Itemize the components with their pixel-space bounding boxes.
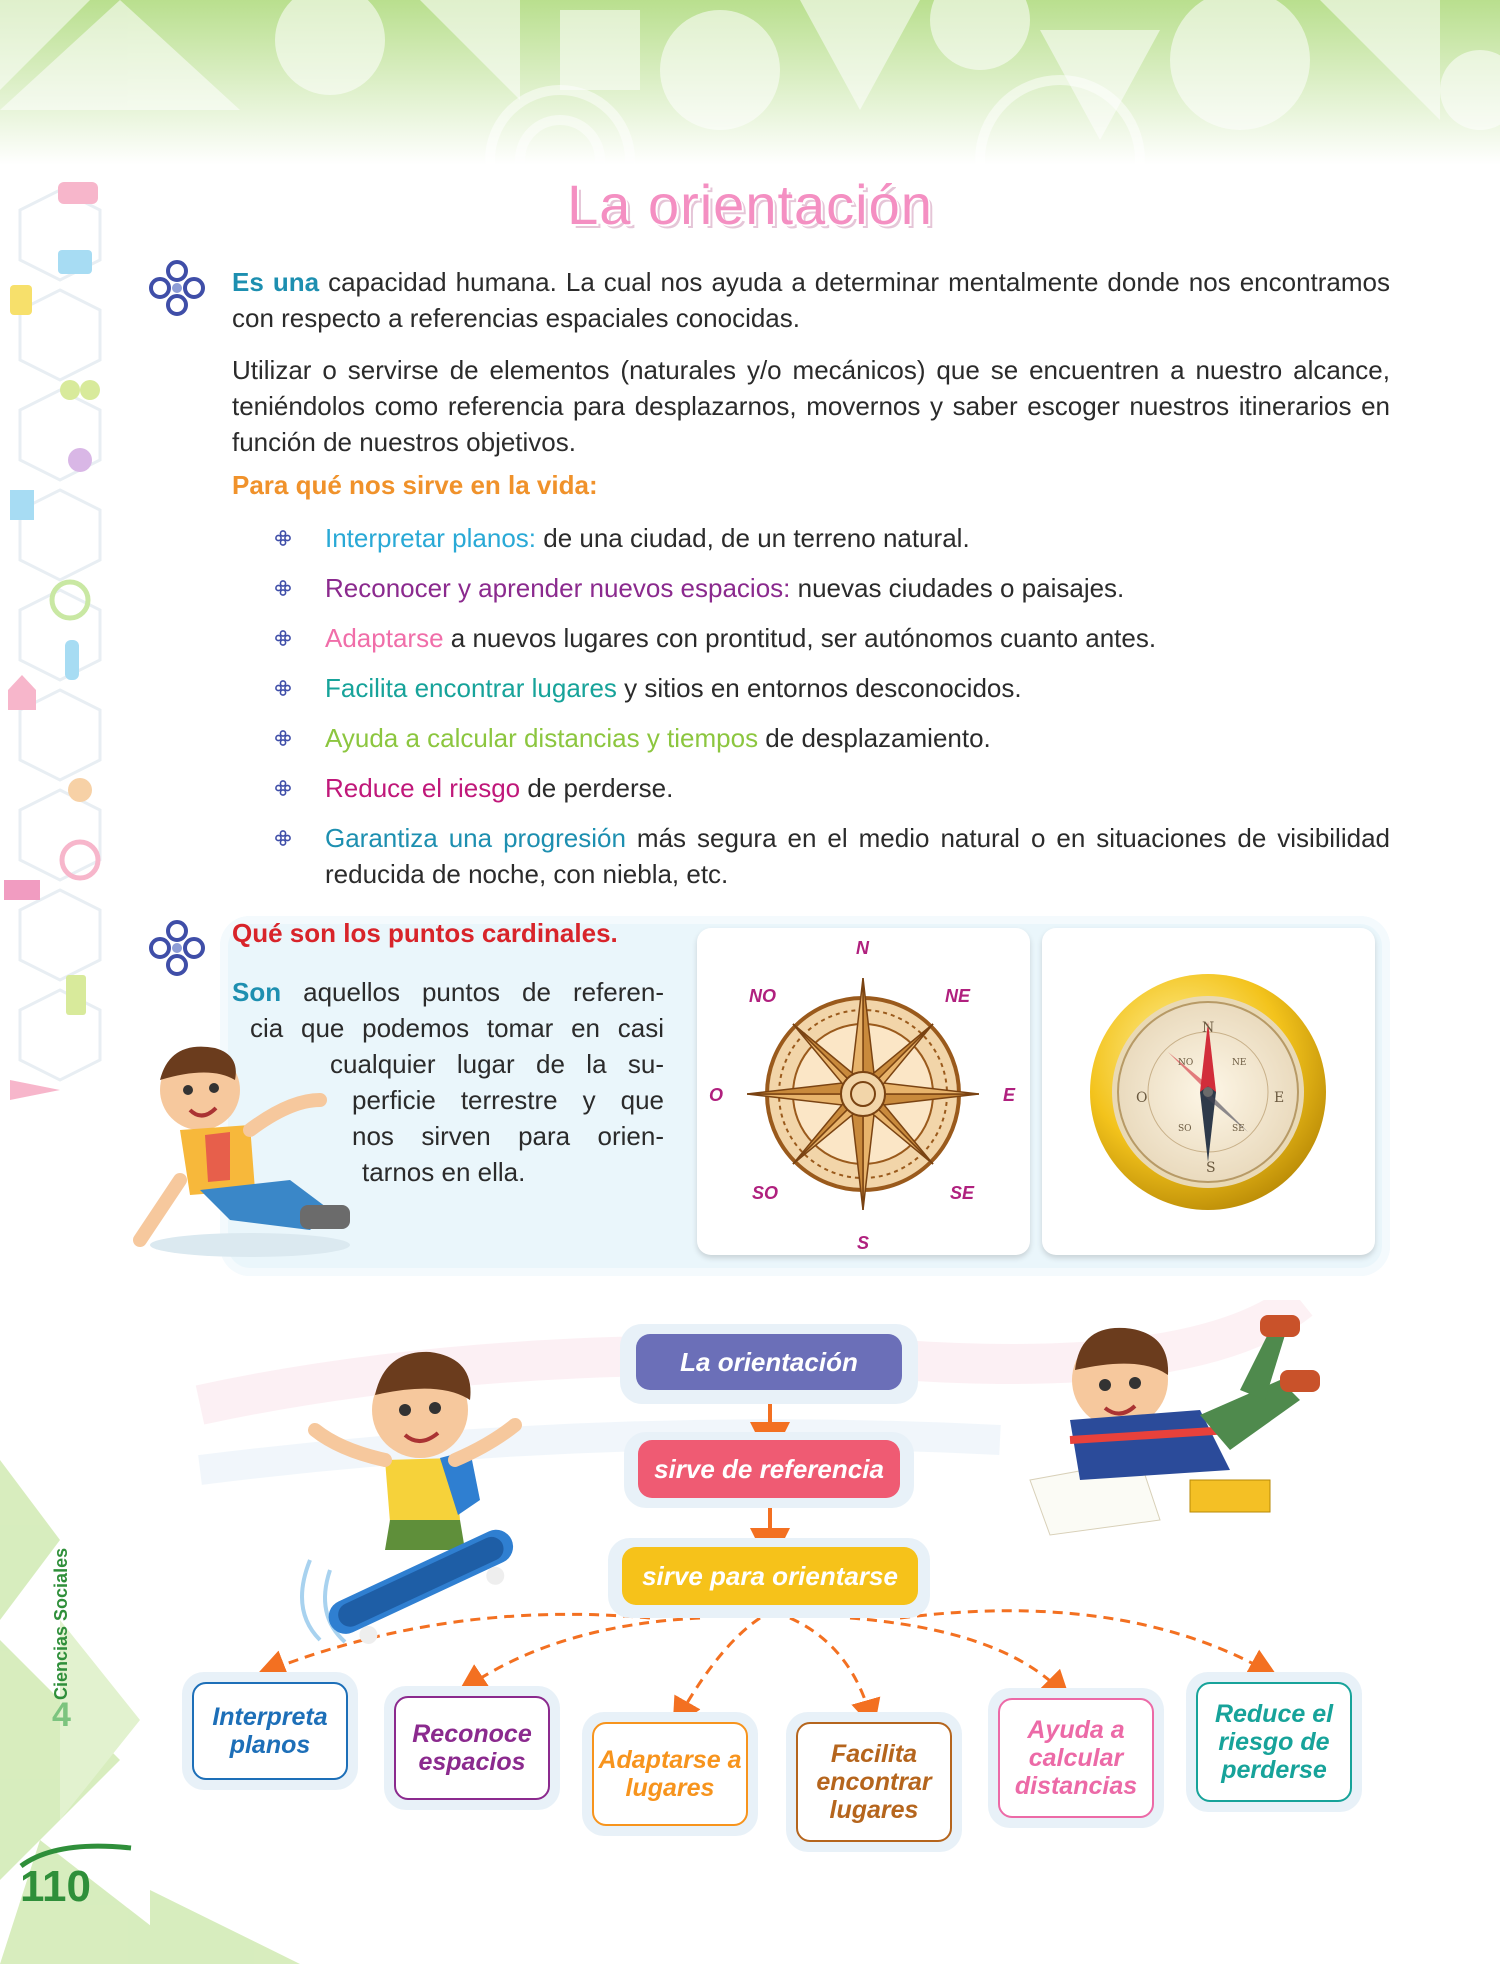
node-low: sirve para orientarse xyxy=(622,1547,918,1605)
left-icon-strip xyxy=(0,160,120,1160)
arrow-leaf-4 xyxy=(790,1618,870,1715)
arrow-leaf-5 xyxy=(850,1618,1060,1690)
useful-item xyxy=(325,520,1390,556)
leaf-facilita-encontrar: Facilita encontrar lugares xyxy=(796,1722,952,1842)
header-pattern xyxy=(0,0,1500,165)
rose-label-so: SO xyxy=(752,1183,779,1203)
cardinal-title: Qué son los puntos cardinales. xyxy=(232,918,618,948)
compass-label-so: SO xyxy=(1178,1124,1192,1134)
compass-rose-panel xyxy=(697,928,1030,1255)
compass-label-no: NO xyxy=(1178,1058,1194,1068)
useful-item-highlight: Garantiza una progresión xyxy=(325,823,626,853)
book-number: 4 xyxy=(52,1696,71,1734)
intro-lead: Es una xyxy=(232,267,320,297)
node-mid: sirve de referencia xyxy=(638,1440,900,1498)
useful-item xyxy=(325,820,1390,892)
compass-icon xyxy=(1086,970,1330,1214)
cardinal-text: aquellos puntos de referen- xyxy=(281,977,664,1007)
useful-item-highlight: Ayuda a calcular distancias y tiempos xyxy=(325,723,759,753)
cardinal-text-line xyxy=(232,974,664,1010)
arrow-leaf-6 xyxy=(900,1611,1265,1670)
compass-label-ne: NE xyxy=(1232,1058,1247,1068)
cardinal-text-line: nos sirven para orien- xyxy=(352,1121,664,1151)
cardinal-text-line: cualquier lugar de la su- xyxy=(330,1049,664,1079)
useful-item-text: más segura en el medio natural o en situaciones de visibilidad reducida de noche, con niebla, etc. xyxy=(325,823,1390,889)
small-clover-icon xyxy=(275,580,291,596)
compass-label-se: SE xyxy=(1232,1124,1245,1134)
rose-label-se: SE xyxy=(950,1183,975,1203)
boy-drawing-illustration xyxy=(1010,1250,1330,1540)
small-clover-icon xyxy=(275,780,291,796)
compass-label-e: E xyxy=(1274,1090,1285,1106)
cardinal-text-line: tarnos en ella. xyxy=(362,1157,526,1187)
rose-label-e: E xyxy=(1003,1085,1016,1105)
rose-label-s: S xyxy=(857,1233,870,1253)
clover-bullet-icon xyxy=(147,258,207,318)
compass-label-s: S xyxy=(1206,1160,1216,1176)
useful-item xyxy=(325,770,1390,806)
compass-rose-icon xyxy=(747,978,979,1210)
leaf-adaptarse: Adaptarse a lugares xyxy=(592,1722,748,1826)
intro-text: capacidad humana. La cual nos ayuda a determinar mentalmente donde nos encontramos con respecto a referencias espaciales conocidas. xyxy=(232,267,1390,333)
node-root: La orientación xyxy=(636,1334,902,1390)
intro-paragraph xyxy=(232,264,1390,336)
compass-label-o: O xyxy=(1136,1090,1148,1106)
useful-item-highlight: Adaptarse xyxy=(325,623,444,653)
useful-item-text: de desplazamiento. xyxy=(758,723,991,753)
useful-item xyxy=(325,720,1390,756)
useful-item xyxy=(325,570,1390,606)
page-title: La orientación xyxy=(567,173,933,236)
boy-sitting-illustration xyxy=(130,1040,370,1260)
small-clover-icon xyxy=(275,830,291,846)
useful-item-text: y sitios en entornos desconocidos. xyxy=(616,673,1022,703)
small-clover-icon xyxy=(275,630,291,646)
leaf-interpreta-planos: Interpreta planos xyxy=(192,1682,348,1780)
useful-item-highlight: Reduce el riesgo xyxy=(325,773,521,803)
rose-label-no: NO xyxy=(749,986,776,1006)
cardinal-text-line: cia que podemos tomar en casi xyxy=(250,1013,664,1043)
useful-item-text: de una ciudad, de un terreno natural. xyxy=(536,523,970,553)
small-clover-icon xyxy=(275,730,291,746)
compass-panel xyxy=(1042,928,1375,1255)
useful-item-highlight: Reconocer y aprender nuevos espacios: xyxy=(325,573,791,603)
compass-label-n: N xyxy=(1202,1020,1215,1036)
intro-paragraph-2: Utilizar o servirse de elementos (naturales y/o mecánicos) que se encuentren a nuestro alcance, teniéndolos como referencia para desplazarnos, movernos y saber escoger nuestros itinerarios en función de nuestros objetivos. xyxy=(232,355,1390,457)
small-clover-icon xyxy=(275,680,291,696)
book-title: Ciencias Sociales xyxy=(51,1547,71,1700)
useful-title: Para qué nos sirve en la vida: xyxy=(232,470,598,500)
useful-item-text: nuevas ciudades o paisajes. xyxy=(790,573,1125,603)
useful-item-text: de perderse. xyxy=(520,773,674,803)
useful-item-highlight: Facilita encontrar lugares xyxy=(325,673,617,703)
page-number: 110 xyxy=(20,1862,91,1911)
rose-label-n: N xyxy=(856,938,869,958)
leaf-reduce-riesgo: Reduce el riesgo de perderse xyxy=(1196,1682,1352,1802)
cardinal-text-line: perficie terrestre y que xyxy=(352,1085,664,1115)
arrow-leaf-3 xyxy=(680,1618,760,1715)
leaf-reconoce-espacios: Reconoce espacios xyxy=(394,1696,550,1800)
skater-boy-illustration xyxy=(290,1330,540,1650)
useful-item xyxy=(325,620,1390,656)
leaf-ayuda-calcular: Ayuda a calcular distancias xyxy=(998,1698,1154,1818)
useful-item-text: a nuevos lugares con prontitud, ser autónomos cuanto antes. xyxy=(443,623,1157,653)
useful-item-highlight: Interpretar planos: xyxy=(325,523,537,553)
clover-bullet-icon xyxy=(147,918,207,978)
rose-label-ne: NE xyxy=(945,986,971,1006)
cardinal-lead: Son xyxy=(232,977,282,1007)
small-clover-icon xyxy=(275,530,291,546)
rose-label-o: O xyxy=(709,1085,724,1105)
useful-item xyxy=(325,670,1390,706)
